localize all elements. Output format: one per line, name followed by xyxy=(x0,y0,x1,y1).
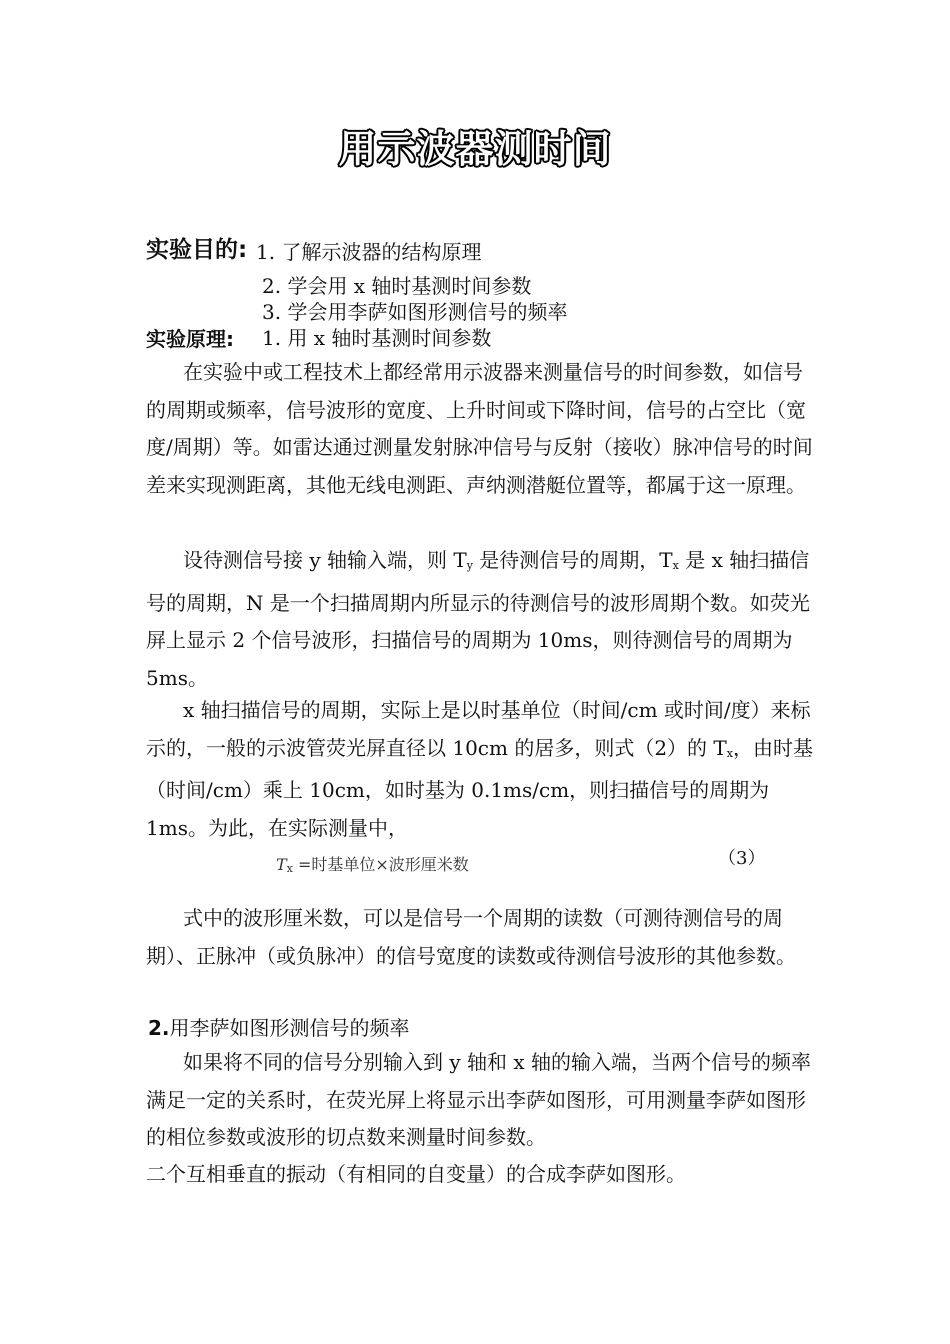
objective-label: 实验目的: xyxy=(146,237,248,263)
document-title: 用示波器测时间 xyxy=(338,127,612,171)
paragraph-1: 在实验中或工程技术上都经常用示波器来测量信号的时间参数，如信号的周期或频率，信号波形的宽度、上升时间或下降时间，信号的占空比（宽度/周期）等。如雷达通过测量发射脉冲信号与反射（接收）脉冲信号的时间差来实现测距离，其他无线电测距、声纳测潜艇位置等，都属于这一原理。 xyxy=(146,360,813,497)
section-2-title: 2.用李萨如图形测信号的频率 xyxy=(148,1016,410,1040)
equation-number: （3） xyxy=(718,848,766,869)
section-1-title: 1. 用 x 轴时基测时间参数 xyxy=(262,326,492,350)
paragraph-2: 设待测信号接 y 轴输入端，则 $T_y$ 是待测信号的周期，$T_x$ 是 x 轴扫描信号的周期，N 是一个扫描周期内所显示的待测信号的波形周期个数。如荧光屏上显示 2 个信号波形，扫描信号的周期为 10ms，则待测信号的周期为 5ms。 xyxy=(146,548,810,690)
formula: $T_x$ =时基单位×波形厘米数 xyxy=(276,855,469,875)
paragraph-3: x 轴扫描信号的周期，实际上是以时基单位（时间/cm 或时间/度）来标示的，一般的示波管荧光屏直径以 10cm 的居多，则式（2）的 $T_x$，由时基（时间/cm）乘上 10cm，如时基为 0.1ms/cm，则扫描信号的周期为 1ms。为此，在实际测量中， xyxy=(146,698,813,840)
objective-item-3: 3. 学会用李萨如图形测信号的频率 xyxy=(262,300,568,324)
objective-item-1: 1. 了解示波器的结构原理 xyxy=(256,240,482,264)
paragraph-6: 二个互相垂直的振动（有相同的自变量）的合成李萨如图形。 xyxy=(146,1162,686,1186)
objective-item-2: 2. 学会用 x 轴时基测时间参数 xyxy=(262,274,532,298)
paragraph-4: 式中的波形厘米数，可以是信号一个周期的读数（可测待测信号的周期）、正脉冲（或负脉冲）的信号宽度的读数或待测信号波形的其他参数。 xyxy=(146,906,796,968)
principle-label: 实验原理: xyxy=(146,327,234,351)
paragraph-5: 如果将不同的信号分别输入到 y 轴和 x 轴的输入端，当两个信号的频率满足一定的关系时，在荧光屏上将显示出李萨如图形，可用测量李萨如图形的相位参数或波形的切点数来测量时间参数。 xyxy=(146,1050,812,1149)
